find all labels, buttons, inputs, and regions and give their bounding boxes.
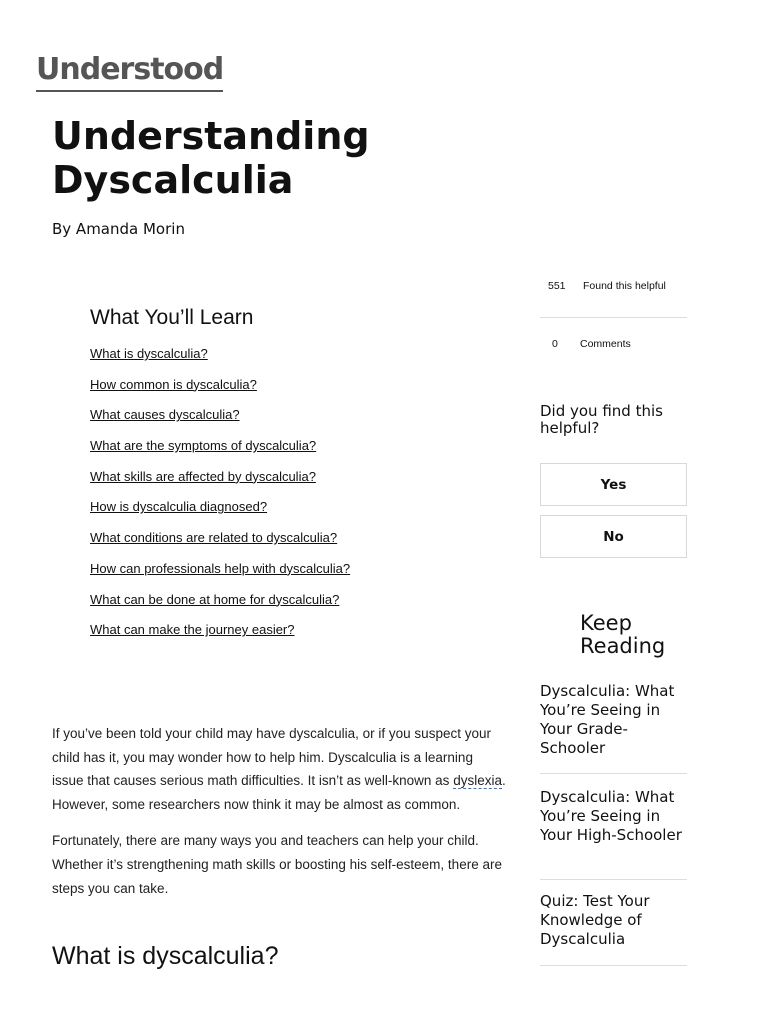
what-youll-learn-box: [90, 305, 510, 652]
list-item: [90, 529, 510, 560]
related-article-link[interactable]: Dyscalculia: What You’re Seeing in Your High-Schooler: [540, 788, 682, 844]
helpful-question: Did you find this helpful?: [540, 402, 663, 437]
intro-text-start: If you’ve been told your child may have dyscalculia, or if you suspect your child has it, you may wonder how to help him. Dyscalculia is a learning issue that causes serious math difficulties. It isn’t as well-known as: [52, 726, 491, 789]
list-item: [90, 437, 510, 468]
list-item: [90, 468, 510, 499]
keep-reading-heading: Keep Reading: [580, 611, 666, 658]
intro-text-end: . However, some researchers now think it may be almost as common.: [52, 773, 506, 812]
article-body: [52, 722, 507, 913]
list-item: [90, 591, 510, 622]
list-item: [90, 498, 510, 529]
learn-link-professionals[interactable]: How can professionals help with dyscalculia?: [90, 560, 351, 576]
learn-link-home[interactable]: What can be done at home for dyscalculia?: [90, 591, 340, 607]
author-byline: By Amanda Morin: [52, 220, 185, 238]
yes-button[interactable]: Yes: [540, 463, 687, 506]
dyslexia-link[interactable]: dyslexia: [453, 773, 502, 789]
learn-link-skills[interactable]: What skills are affected by dyscalculia?: [90, 468, 316, 484]
learn-link-how-common[interactable]: How common is dyscalculia?: [90, 376, 257, 392]
list-item: [90, 345, 510, 376]
understood-logo[interactable]: Understood: [36, 52, 223, 92]
helpful-label: Found this helpful: [583, 280, 666, 292]
sidebar-divider: [540, 965, 687, 966]
list-item: [90, 376, 510, 407]
sidebar-divider: [540, 773, 687, 774]
section-heading: What is dyscalculia?: [52, 942, 279, 970]
second-paragraph: Fortunately, there are many ways you and teachers can help your child. Whether it’s strengthening math skills or boosting his self-esteem, there are steps you can take.: [52, 833, 502, 896]
list-item: [90, 621, 510, 652]
learn-link-journey[interactable]: What can make the journey easier?: [90, 622, 295, 638]
sidebar-divider: [540, 879, 687, 880]
page-title: Understanding Dyscalculia: [52, 114, 370, 202]
learn-link-causes[interactable]: What causes dyscalculia?: [90, 407, 240, 423]
learn-heading: What You’ll Learn: [90, 306, 254, 329]
list-item: [90, 406, 510, 437]
comments-count: 0: [552, 338, 558, 350]
sidebar-divider: [540, 317, 687, 318]
intro-paragraph: [52, 722, 507, 816]
no-button[interactable]: No: [540, 515, 687, 558]
related-article-link[interactable]: Quiz: Test Your Knowledge of Dyscalculia: [540, 892, 650, 948]
learn-link-what-is[interactable]: What is dyscalculia?: [90, 346, 208, 361]
learn-link-conditions[interactable]: What conditions are related to dyscalculia?: [90, 530, 338, 546]
related-article-link[interactable]: Dyscalculia: What You’re Seeing in Your Grade-Schooler: [540, 682, 675, 757]
learn-link-diagnosed[interactable]: How is dyscalculia diagnosed?: [90, 499, 268, 515]
helpful-count: 551: [548, 280, 566, 292]
learn-list: [90, 345, 510, 652]
list-item: [90, 560, 510, 591]
comments-label: Comments: [580, 338, 631, 350]
learn-link-symptoms[interactable]: What are the symptoms of dyscalculia?: [90, 438, 317, 454]
